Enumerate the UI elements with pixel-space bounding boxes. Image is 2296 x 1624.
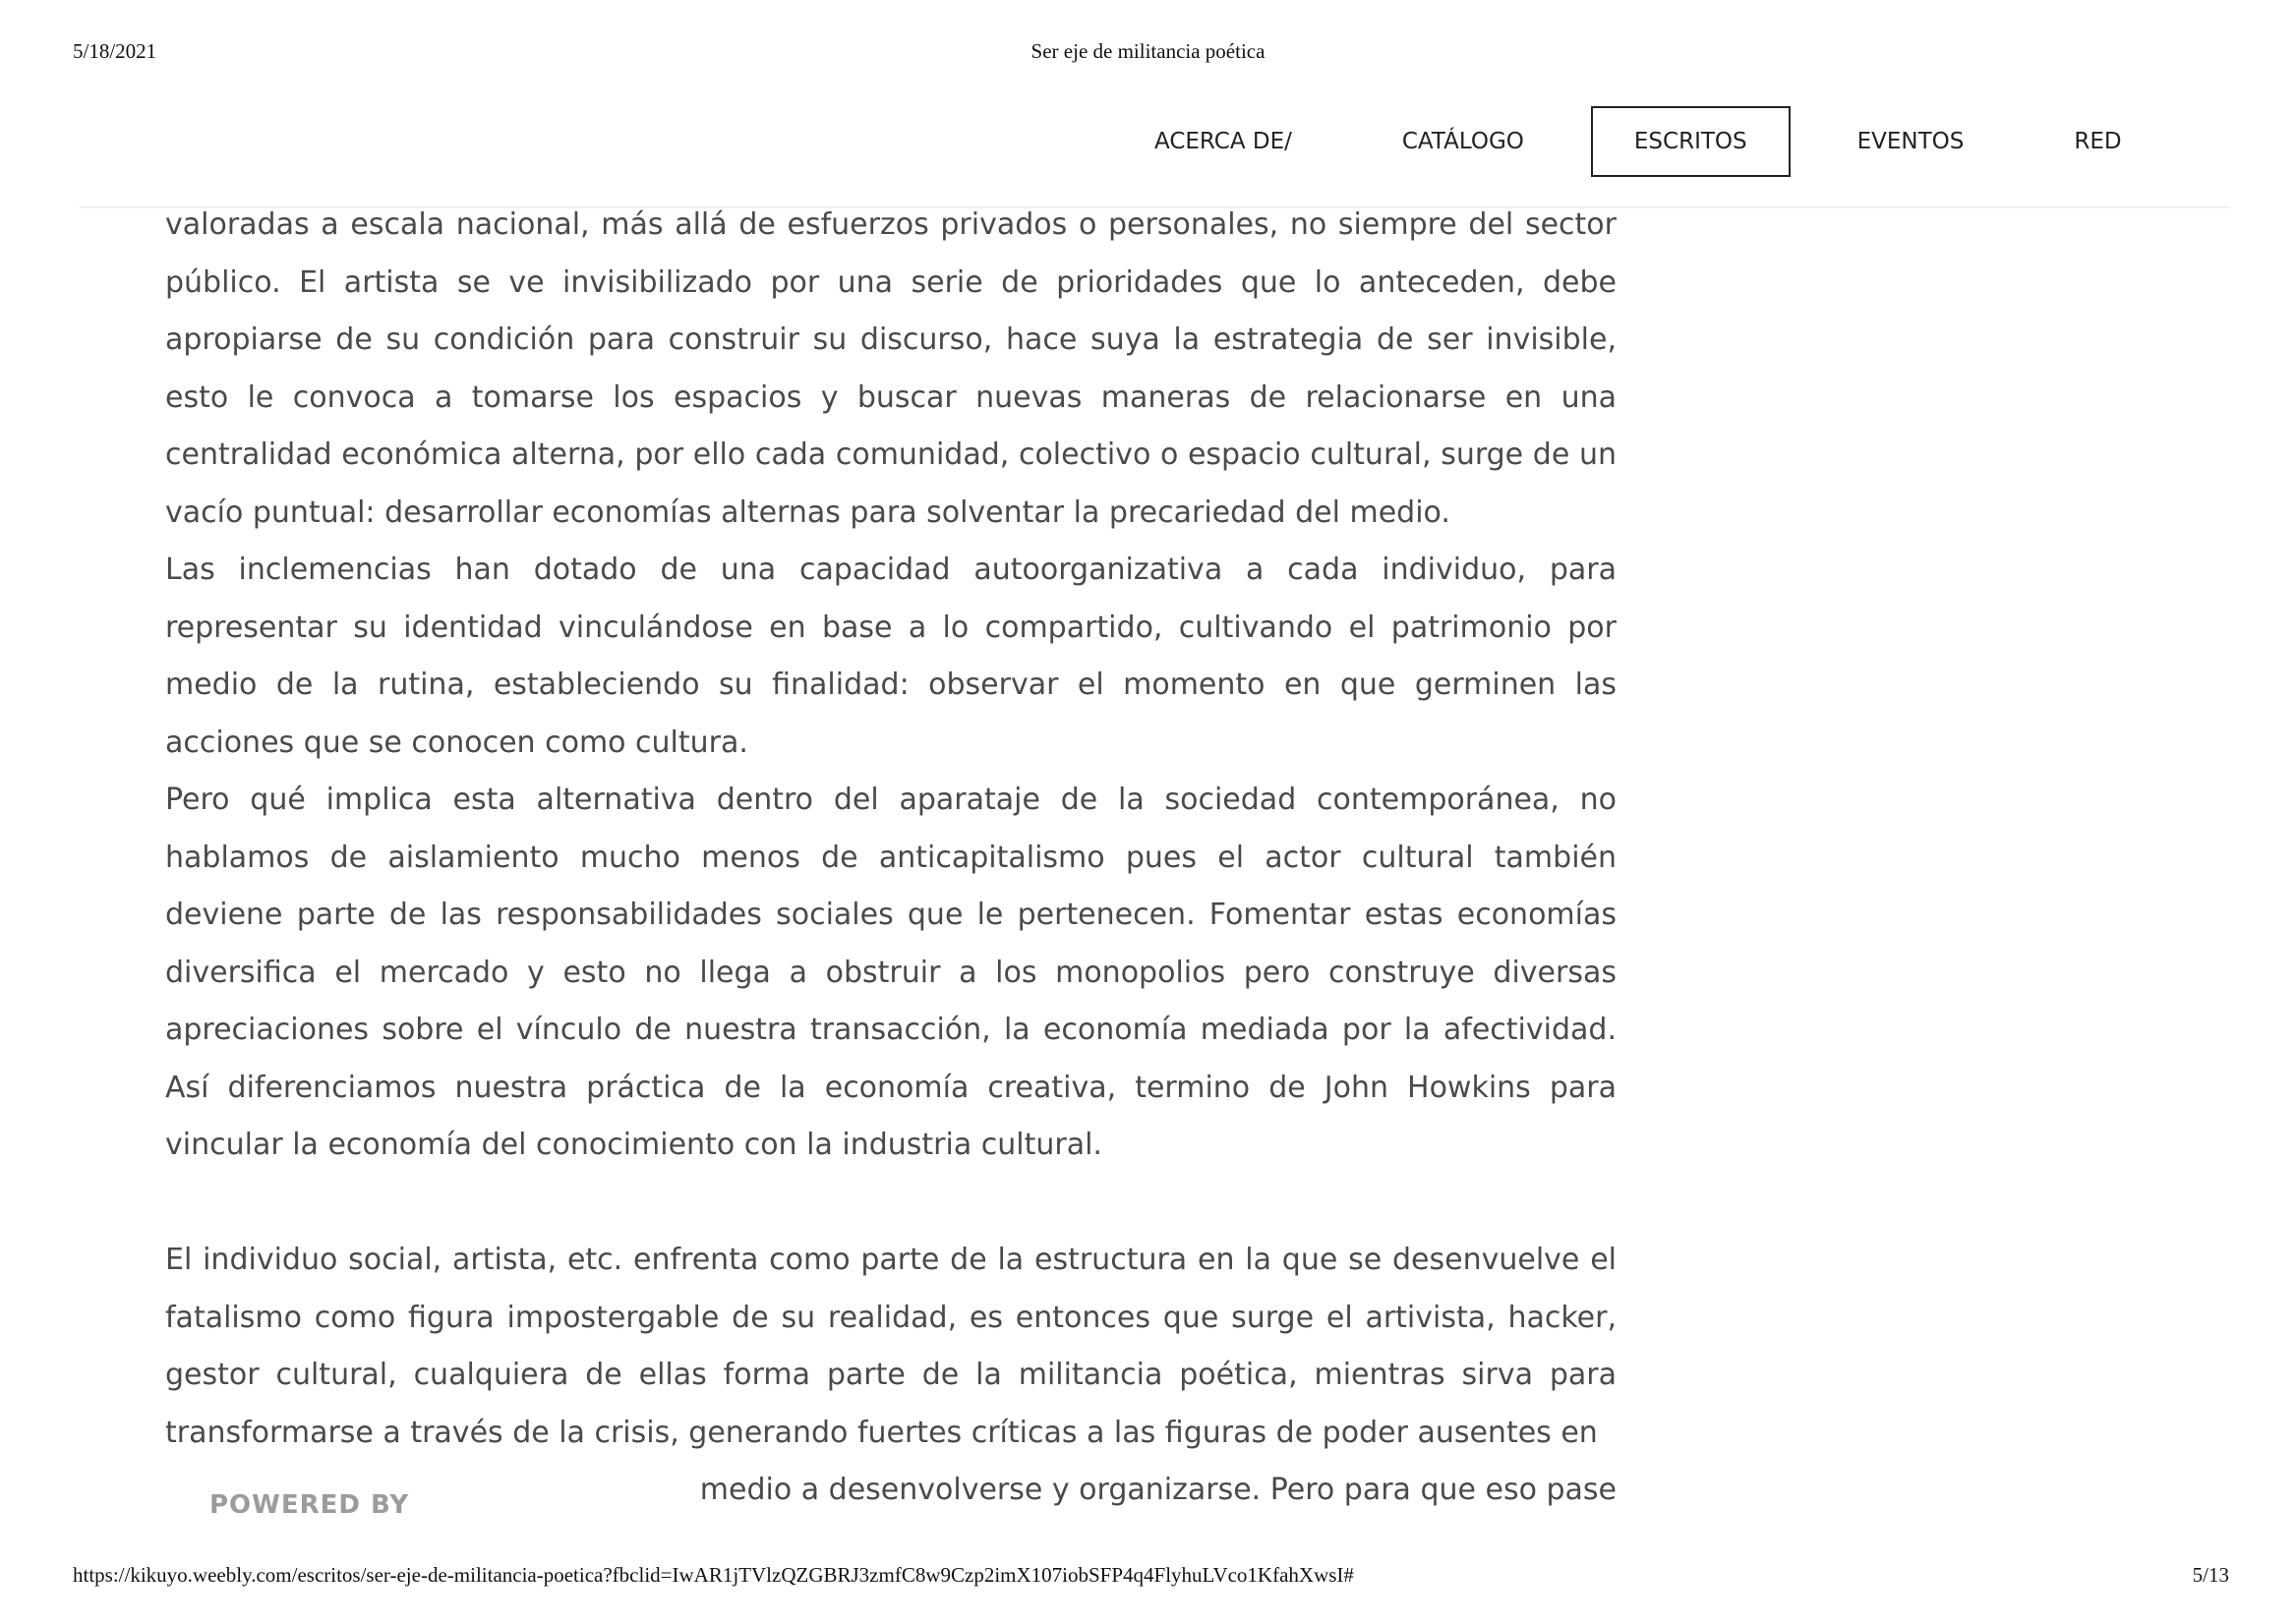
- article-paragraph: Las inclemencias han dotado de una capacidad autoorganizativa a cada individuo, para representar su identidad vinculándose en base a lo compartido, cultivando el patrimonio por medio de la rutina, estableciendo su finalidad: observar el momento en que germinen las acciones que se conocen como cultura.: [165, 552, 1617, 760]
- article-paragraph: Pero qué implica esta alternativa dentro del aparataje de la sociedad contemporánea, no hablamos de aislamiento mucho menos de anticapitalismo pues el actor cultural también deviene parte de las responsabilidades sociales que le pertenecen. Fomentar estas economías diversifica el mercado y esto no llega a obstruir a los monopolios pero construye diversas apreciaciones sobre el vínculo de nuestra transacción, la economía mediada por la afectividad. Así diferenciamos nuestra práctica de la economía creativa, termino de John Howkins para vincular la economía del conocimiento con la industria cultural.: [165, 783, 1617, 1162]
- nav-item-eventos[interactable]: EVENTOS: [1856, 129, 1965, 154]
- print-page-title: Ser eje de militancia poética: [1030, 39, 1266, 63]
- print-header: [0, 39, 2296, 69]
- article-paragraph: El individuo social, artista, etc. enfrenta como parte de la estructura en la que se desenvuelve el fatalismo como figura impostergable de su realidad, es entonces que surge el artivista, hacker, gestor cultural, cualquiera de ellas forma parte de la militancia poética, mientras sirva para transformarse a través de la crisis, generando fuertes críticas a las figuras de poder ausentes en: [165, 1243, 1617, 1450]
- nav-item-catalogo[interactable]: CATÁLOGO: [1401, 129, 1524, 154]
- nav-item-red[interactable]: RED: [2074, 129, 2122, 154]
- article-body: [165, 197, 1617, 1520]
- nav-item-escritos[interactable]: ESCRITOS: [1591, 106, 1791, 177]
- print-page-number: 5/13: [2192, 1563, 2229, 1587]
- print-url: https://kikuyo.weebly.com/escritos/ser-eje-de-militancia-poetica?fbclid=IwAR1jTVlzQZGBRJ3zmfC8w9Czp2imX107iobSFP4q4FlyhuLVco1KfahXwsI#: [73, 1563, 1354, 1587]
- print-date: 5/18/2021: [73, 39, 157, 63]
- main-nav: [1111, 106, 2189, 177]
- print-footer: [0, 1563, 2296, 1593]
- nav-item-acerca-de[interactable]: ACERCA DE/: [1154, 129, 1292, 154]
- powered-by-badge[interactable]: POWERED BY: [209, 1490, 410, 1520]
- article-truncated-line: medio a desenvolverse y organizarse. Pero para que eso pase: [699, 1473, 1617, 1507]
- article-paragraph: valoradas a escala nacional, más allá de esfuerzos privados o personales, no siempre del sector público. El artista se ve invisibilizado por una serie de prioridades que lo anteceden, debe apropiarse de su condición para construir su discurso, hace suya la estrategia de ser invisible, esto le convoca a tomarse los espacios y buscar nuevas maneras de relacionarse en una centralidad económica alterna, por ello cada comunidad, colectivo o espacio cultural, surge de un vacío puntual: desarrollar economías alternas para solventar la precariedad del medio.: [165, 207, 1617, 530]
